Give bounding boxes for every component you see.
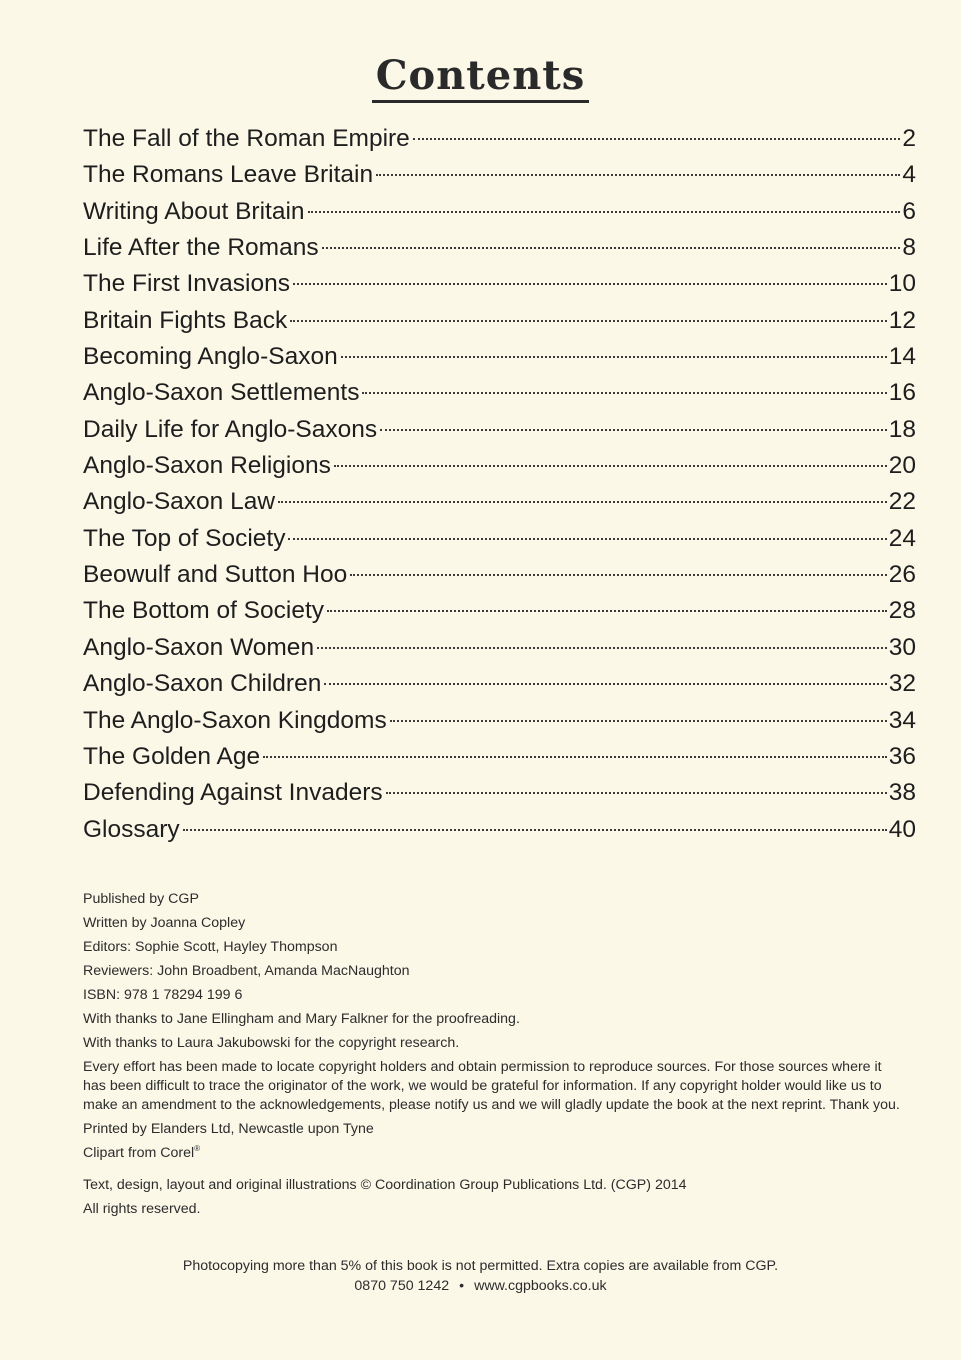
toc-entry[interactable] bbox=[83, 121, 916, 157]
photocopy-notice: Photocopying more than 5% of this book is not permitted. Extra copies are available from CGP. bbox=[182, 1258, 779, 1274]
toc-entry[interactable] bbox=[83, 412, 916, 448]
toc-entry-page: 30 bbox=[888, 633, 916, 661]
dot-leader bbox=[278, 501, 887, 503]
dot-leader bbox=[334, 465, 887, 467]
toc-entry-page: 14 bbox=[888, 343, 916, 371]
toc-entry[interactable] bbox=[83, 339, 916, 375]
toc-entry-title: Anglo-Saxon Law bbox=[83, 488, 276, 516]
toc-entry-title: Anglo-Saxon Children bbox=[83, 670, 322, 698]
isbn-line: ISBN: 978 1 78294 199 6 bbox=[83, 987, 243, 1003]
toc-entry-page: 12 bbox=[888, 306, 916, 334]
toc-entry-title: Anglo-Saxon Religions bbox=[83, 452, 331, 480]
toc-entry-page: 20 bbox=[888, 452, 916, 480]
toc-entry[interactable] bbox=[83, 703, 916, 739]
toc-entry[interactable] bbox=[83, 775, 916, 811]
toc-entry[interactable] bbox=[83, 303, 916, 339]
dot-leader bbox=[183, 829, 887, 831]
copyright-notice: Every effort has been made to locate copyright holders and obtain permission to reproduce sources. For those sources where it has been difficult to trace the originator of the work, we would be grateful for information. If any copyright holder would like us to make an amendment to the acknowledgements, please notify us and we will gladly update the book at the next reprint. Thank you. bbox=[83, 1059, 900, 1113]
dot-leader bbox=[376, 174, 900, 176]
dot-leader bbox=[390, 720, 887, 722]
toc-entry-title: Becoming Anglo-Saxon bbox=[83, 343, 338, 371]
toc-entry-title: Britain Fights Back bbox=[83, 306, 288, 334]
toc-entry-page: 18 bbox=[888, 415, 916, 443]
publication-info bbox=[83, 890, 903, 1224]
footer bbox=[0, 1256, 961, 1296]
text-design-line: Text, design, layout and original illustrations © Coordination Group Publications Ltd. (CGP) 2014 bbox=[83, 1177, 687, 1193]
dot-leader bbox=[308, 211, 901, 213]
toc-entry-page: 10 bbox=[888, 270, 916, 298]
toc-entry[interactable] bbox=[83, 593, 916, 629]
dot-leader bbox=[380, 429, 887, 431]
toc-entry[interactable] bbox=[83, 375, 916, 411]
toc-entry-title: The First Invasions bbox=[83, 270, 290, 298]
dot-leader bbox=[350, 574, 886, 576]
clipart-line bbox=[83, 1144, 903, 1163]
toc-entry[interactable] bbox=[83, 157, 916, 193]
toc-entry[interactable] bbox=[83, 739, 916, 775]
toc-entry-page: 36 bbox=[888, 742, 916, 770]
toc-entry-page: 38 bbox=[888, 779, 916, 807]
website-link[interactable]: www.cgpbooks.co.uk bbox=[474, 1278, 607, 1294]
toc-entry-page: 6 bbox=[902, 197, 916, 225]
dot-leader bbox=[324, 683, 886, 685]
toc-entry[interactable] bbox=[83, 484, 916, 520]
toc-entry-title: The Fall of the Roman Empire bbox=[83, 125, 410, 152]
toc-entry-page: 26 bbox=[888, 561, 916, 589]
toc-entry-page: 32 bbox=[888, 670, 916, 698]
toc-entry-title: The Romans Leave Britain bbox=[83, 161, 374, 189]
toc-entry-title: Anglo-Saxon Women bbox=[83, 633, 315, 661]
toc-entry[interactable] bbox=[83, 230, 916, 266]
toc-entry[interactable] bbox=[83, 630, 916, 666]
toc-entry-title: The Anglo-Saxon Kingdoms bbox=[83, 706, 387, 734]
registered-mark: ® bbox=[194, 1144, 201, 1153]
dot-leader bbox=[386, 792, 887, 794]
toc-entry-page: 16 bbox=[888, 379, 916, 407]
toc-entry-page: 34 bbox=[888, 706, 916, 734]
dot-leader bbox=[293, 283, 887, 285]
toc-entry-page: 40 bbox=[888, 815, 916, 843]
bullet-separator: • bbox=[459, 1278, 465, 1294]
dot-leader bbox=[263, 756, 887, 758]
toc-entry-title: The Top of Society bbox=[83, 524, 286, 552]
reviewers-line: Reviewers: John Broadbent, Amanda MacNaughton bbox=[83, 963, 410, 979]
toc-entry[interactable] bbox=[83, 448, 916, 484]
thanks-proofreading-line: With thanks to Jane Ellingham and Mary Falkner for the proofreading. bbox=[83, 1011, 520, 1027]
contact-line bbox=[0, 1276, 961, 1296]
table-of-contents bbox=[83, 121, 916, 848]
title-container bbox=[0, 54, 961, 103]
toc-entry-page: 24 bbox=[888, 524, 916, 552]
editors-line: Editors: Sophie Scott, Hayley Thompson bbox=[83, 939, 338, 955]
toc-entry-page: 28 bbox=[888, 597, 916, 625]
clipart-text: Clipart from Corel bbox=[83, 1145, 195, 1161]
printer-line: Printed by Elanders Ltd, Newcastle upon Tyne bbox=[83, 1121, 374, 1137]
toc-entry[interactable] bbox=[83, 266, 916, 302]
toc-entry-title: Life After the Romans bbox=[83, 234, 319, 262]
dot-leader bbox=[317, 647, 887, 649]
toc-entry-title: The Golden Age bbox=[83, 742, 261, 770]
toc-entry-title: Beowulf and Sutton Hoo bbox=[83, 561, 348, 589]
phone-number: 0870 750 1242 bbox=[354, 1278, 450, 1294]
page-title: Contents bbox=[372, 54, 590, 103]
toc-entry[interactable] bbox=[83, 557, 916, 593]
publisher-line: Published by CGP bbox=[83, 891, 199, 907]
dot-leader bbox=[327, 610, 887, 612]
toc-entry[interactable] bbox=[83, 521, 916, 557]
dot-leader bbox=[322, 247, 901, 249]
toc-entry[interactable] bbox=[83, 194, 916, 230]
toc-entry-title: Anglo-Saxon Settlements bbox=[83, 379, 360, 407]
rights-line: All rights reserved. bbox=[83, 1201, 201, 1217]
toc-entry-page: 2 bbox=[902, 125, 916, 152]
toc-entry[interactable] bbox=[83, 666, 916, 702]
toc-entry-page: 22 bbox=[888, 488, 916, 516]
toc-entry-title: Glossary bbox=[83, 815, 180, 843]
toc-entry-title: Writing About Britain bbox=[83, 197, 305, 225]
dot-leader bbox=[288, 538, 886, 540]
author-line: Written by Joanna Copley bbox=[83, 915, 246, 931]
toc-entry-page: 8 bbox=[902, 234, 916, 262]
dot-leader bbox=[290, 320, 886, 322]
dot-leader bbox=[341, 356, 887, 358]
toc-entry-page: 4 bbox=[902, 161, 916, 189]
thanks-copyright-line: With thanks to Laura Jakubowski for the copyright research. bbox=[83, 1035, 460, 1051]
toc-entry[interactable] bbox=[83, 812, 916, 848]
dot-leader bbox=[413, 138, 901, 140]
toc-entry-title: The Bottom of Society bbox=[83, 597, 325, 625]
toc-entry-title: Defending Against Invaders bbox=[83, 779, 383, 807]
toc-entry-title: Daily Life for Anglo-Saxons bbox=[83, 415, 378, 443]
dot-leader bbox=[362, 392, 886, 394]
